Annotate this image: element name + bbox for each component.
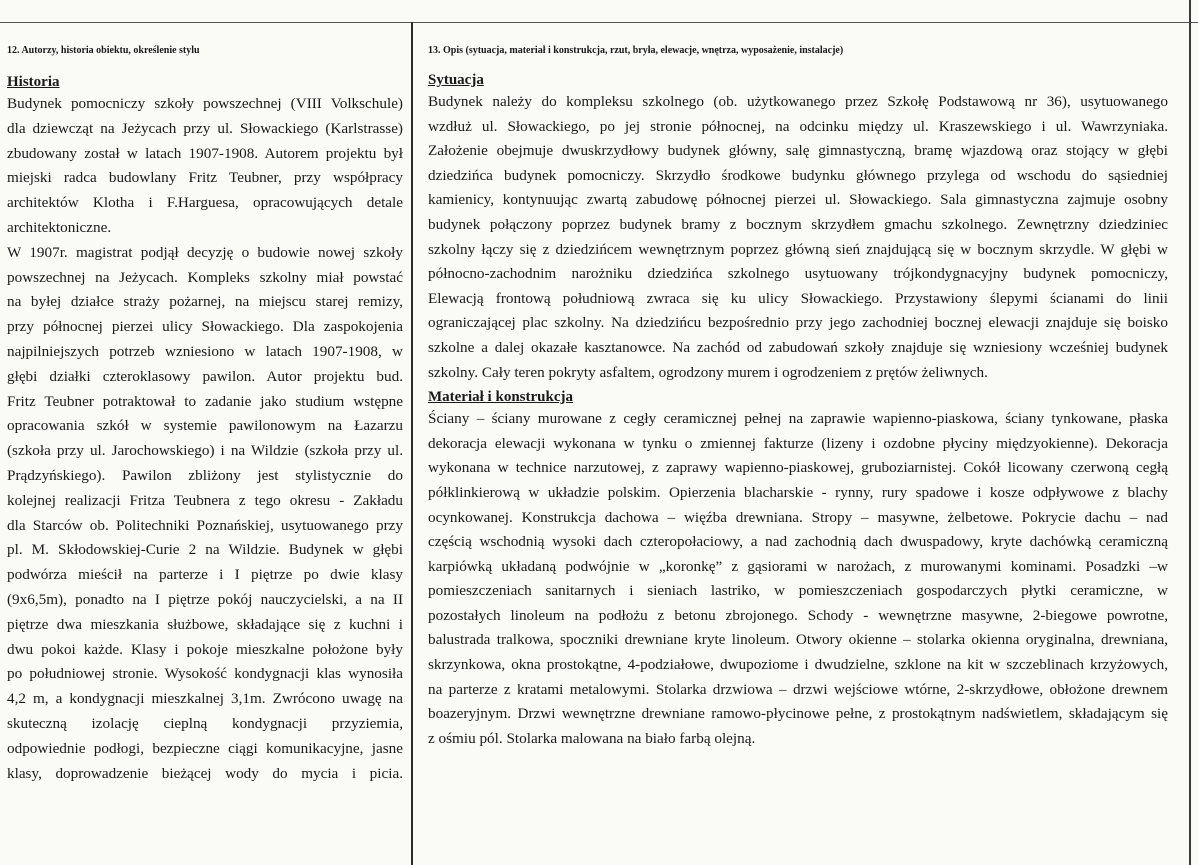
text-line: klasy, doprowadzenie bieżącej wody do mycia i picia.: [7, 764, 403, 782]
text-line: pl. M. Skłodowskiej-Curie 2 na Wildzie. Budynek w głębi: [7, 541, 403, 559]
section-12-caption: 12. Autorzy, historia obiektu, określenie stylu: [7, 45, 200, 56]
text-line: powszechnej na Jeżycach. Kompleks szkolny miał powstać: [7, 268, 403, 286]
top-rule: [0, 22, 1198, 23]
text-line: dwu pokoi każde. Klasy i pokoje mieszkalne położone były: [7, 640, 403, 658]
text-line: balustrada tralkowa, spoczniki drewniane kryte linoleum. Otwory okienne – stolarka okienna oryginalna, drewniana,: [428, 631, 1168, 649]
text-line: opracowania szkół w systemie pawilonowym na Łazarzu: [7, 417, 403, 435]
text-line: Prądzyńskiego). Pawilon zbliżony jest stylistycznie do: [7, 466, 403, 484]
text-line: budynek połączony poprzez budynek bramy z bocznym skrzydłem gmachu szkolnego. Zewnętrzny dziedziniec: [428, 215, 1168, 233]
text-line: skrzynkowa, okna prostokątne, 4-podziałowe, dwupoziome i dwudzielne, szklone na kit w szczeblinach krzyżowych,: [428, 656, 1168, 674]
text-line: dla Starców ob. Politechniki Poznańskiej, usytuowanego przy: [7, 516, 403, 534]
text-line: z ośmiu pól. Stolarka malowana na biało farbą olejną.: [428, 729, 756, 747]
text-line: odpowiednie podłogi, bezpieczne ciągi komunikacyjne, jasne: [7, 739, 403, 757]
text-line: boazeryjnym. Drzwi wewnętrzne drewniane ramowo-płycinowe pełne, z prostokątnym nadświetlem, składającym się: [428, 705, 1168, 723]
text-line: Fritz Teubner potraktował to zadanie jako studium wstępne: [7, 392, 403, 410]
text-line: przy północnej pierzei ulicy Słowackiego. Dla zaspokojenia: [7, 318, 403, 336]
text-line: na byłej działce straży pożarnej, na miejscu starej remizy,: [7, 293, 403, 311]
column-divider: [411, 22, 413, 865]
text-line: kamienicy, kontynuując zwartą zabudowę północnej pierzei ul. Słowackiego. Sala gimnastyczna zajmuje osobny: [428, 191, 1168, 209]
text-line: pomieszczeniach sanitarnych i sieniach lastriko, w pomieszczeniach gospodarczych płytki ceramiczne, w: [428, 582, 1168, 600]
page-edge-line: [1189, 0, 1191, 865]
text-line: pozostałych linoleum na podłożu z betonu zbrojonego. Schody - wewnętrzne masywne, 2-biegowe powrotne,: [428, 606, 1168, 624]
text-line: podwórza mieścił na parterze i I piętrze po dwie klasy: [7, 566, 403, 584]
text-line: Budynek należy do kompleksu szkolnego (ob. użytkowanego przez Szkołę Podstawową nr 36), usytuowanego: [428, 93, 1168, 110]
historia-heading: Historia: [7, 74, 60, 90]
text-line: najpilniejszych potrzeb wzniesiono w latach 1907-1908, w: [7, 342, 403, 360]
material-text: [428, 407, 1168, 751]
text-line: częścią wschodnią wysoki dach czteropołaciowy, a nad zachodnią dach dwuspadowy, kryte dachówką ceramiczną: [428, 533, 1168, 551]
text-line: 4,2 m, a kondygnacji mieszkalnej 3,1m. Zwrócono uwagę na: [7, 690, 403, 708]
text-line: szkolny. Cały teren pokryty asfaltem, ogrodzony murem i ogrodzeniem z prętów żeliwnych.: [428, 363, 988, 381]
text-line: Budynek pomocniczy szkoły powszechnej (VIII Volkschule): [7, 95, 403, 112]
text-line: piętrze dwa mieszkania służbowe, składające się z kuchni i: [7, 615, 403, 633]
text-line: kolejnej realizacji Fritza Teubnera z tego okresu - Zakładu: [7, 491, 403, 509]
text-line: skuteczną izolację cieplną kondygnacji przyziemia,: [7, 714, 403, 732]
text-line: zbudowany został w latach 1907-1908. Autorem projektu był: [7, 144, 403, 162]
text-line: półklinkierową w układzie polskim. Opierzenia blacharskie - rynny, rury spadowe i kosze odpływowe z blachy: [428, 483, 1168, 501]
material-heading: Materiał i konstrukcja: [428, 389, 573, 406]
text-line: W 1907r. magistrat podjął decyzję o budowie nowej szkoły: [7, 243, 403, 261]
sytuacja-text: [428, 90, 1168, 385]
text-line: po południowej stronie. Wysokość kondygnacji klas wynosiła: [7, 665, 403, 683]
text-line: ograniczającej plac szkolny. Na dziedzińcu bezpośrednio przy jego zachodniej bocznej elewacji znajduje się boisko: [428, 314, 1168, 332]
text-line: na parterze z kratami metalowymi. Stolarka drzwiowa – drzwi wejściowe wtórne, 2-skrzydłowe, obłożone drewnem: [428, 680, 1168, 698]
section-13-caption: 13. Opis (sytuacja, materiał i konstrukcja, rzut, bryła, elewacje, wnętrza, wyposażenie, instalacje): [428, 45, 844, 56]
text-line: miejski radca budowlany Fritz Teubner, przy współpracy: [7, 169, 403, 187]
text-line: architektoniczne.: [7, 218, 112, 236]
historia-text: [7, 92, 403, 786]
text-line: Elewacją frontową południową zwraca się ku ulicy Słowackiego. Przystawiony ślepymi ścianami do linii: [428, 289, 1168, 307]
text-line: wzdłuż ul. Słowackiego, po jej stronie północnej, na odcinku między ul. Kraszewskiego i ul. Wawrzyniaka.: [428, 117, 1168, 135]
left-column: [7, 44, 403, 786]
text-line: północno-zachodnim narożniku dziedzińca szkolnego usytuowany trójkondygnacyjny budynek pomocniczy,: [428, 265, 1168, 283]
text-line: karpiówką układaną podwójnie w „koronkę” z gąsiorami w narożach, z murowanymi kominami. Posadzki –w: [428, 557, 1168, 575]
sytuacja-heading: Sytuacja: [428, 72, 484, 88]
text-line: Ściany – ściany murowane z cegły ceramicznej pełnej na zaprawie wapienno-piaskowa, ściany tynkowane, płaska: [428, 410, 1168, 428]
text-line: szkolne a dalej okazałe kasztanowce. Na zachód od zabudowań szkoły znajduje się wzniesiony wcześniej budynek: [428, 338, 1168, 356]
text-line: architektów Klotha i F.Harguesa, opracowujących detale: [7, 194, 403, 212]
text-line: dziedzińca budynek pomocniczy. Skrzydło środkowe budynku głównego przylega od wschodu do sąsiedniej: [428, 166, 1168, 184]
text-line: ocynkowanej. Konstrukcja dachowa – więźba drewniana. Stropy – masywne, żelbetowe. Pokrycie dachu – nad: [428, 508, 1168, 526]
text-line: (szkoła przy ul. Jarochowskiego) i na Wildzie (szkoła przy ul.: [7, 442, 403, 460]
right-column: [428, 44, 1168, 751]
text-line: dekoracja elewacji wykonana w tynku o zmiennej fakturze (lizeny i ozdobne płyciny międzyokienne). Dekoracja: [428, 434, 1168, 452]
text-line: wykonana w technice narzutowej, z zaprawy wapienno-piaskowej, gruboziarnistej. Cokół licowany czerwoną cegłą: [428, 459, 1168, 477]
text-line: Założenie obejmuje dwuskrzydłowy budynek główny, salę gimnastyczną, bramę wjazdową oraz stojący w głębi: [428, 142, 1168, 160]
text-line: szkolny łączy się z dziedzińcem wewnętrznym poprzez główną sień znajdującą się w bocznym skrzydle. W głębi w: [428, 240, 1168, 258]
text-line: (9x6,5m), ponadto na I piętrze pokój nauczycielski, a na II: [7, 590, 403, 608]
text-line: dla dziewcząt na Jeżycach przy ul. Słowackiego (Karlstrasse): [7, 119, 403, 137]
text-line: głębi działki czteroklasowy pawilon. Autor projektu bud.: [7, 367, 403, 385]
